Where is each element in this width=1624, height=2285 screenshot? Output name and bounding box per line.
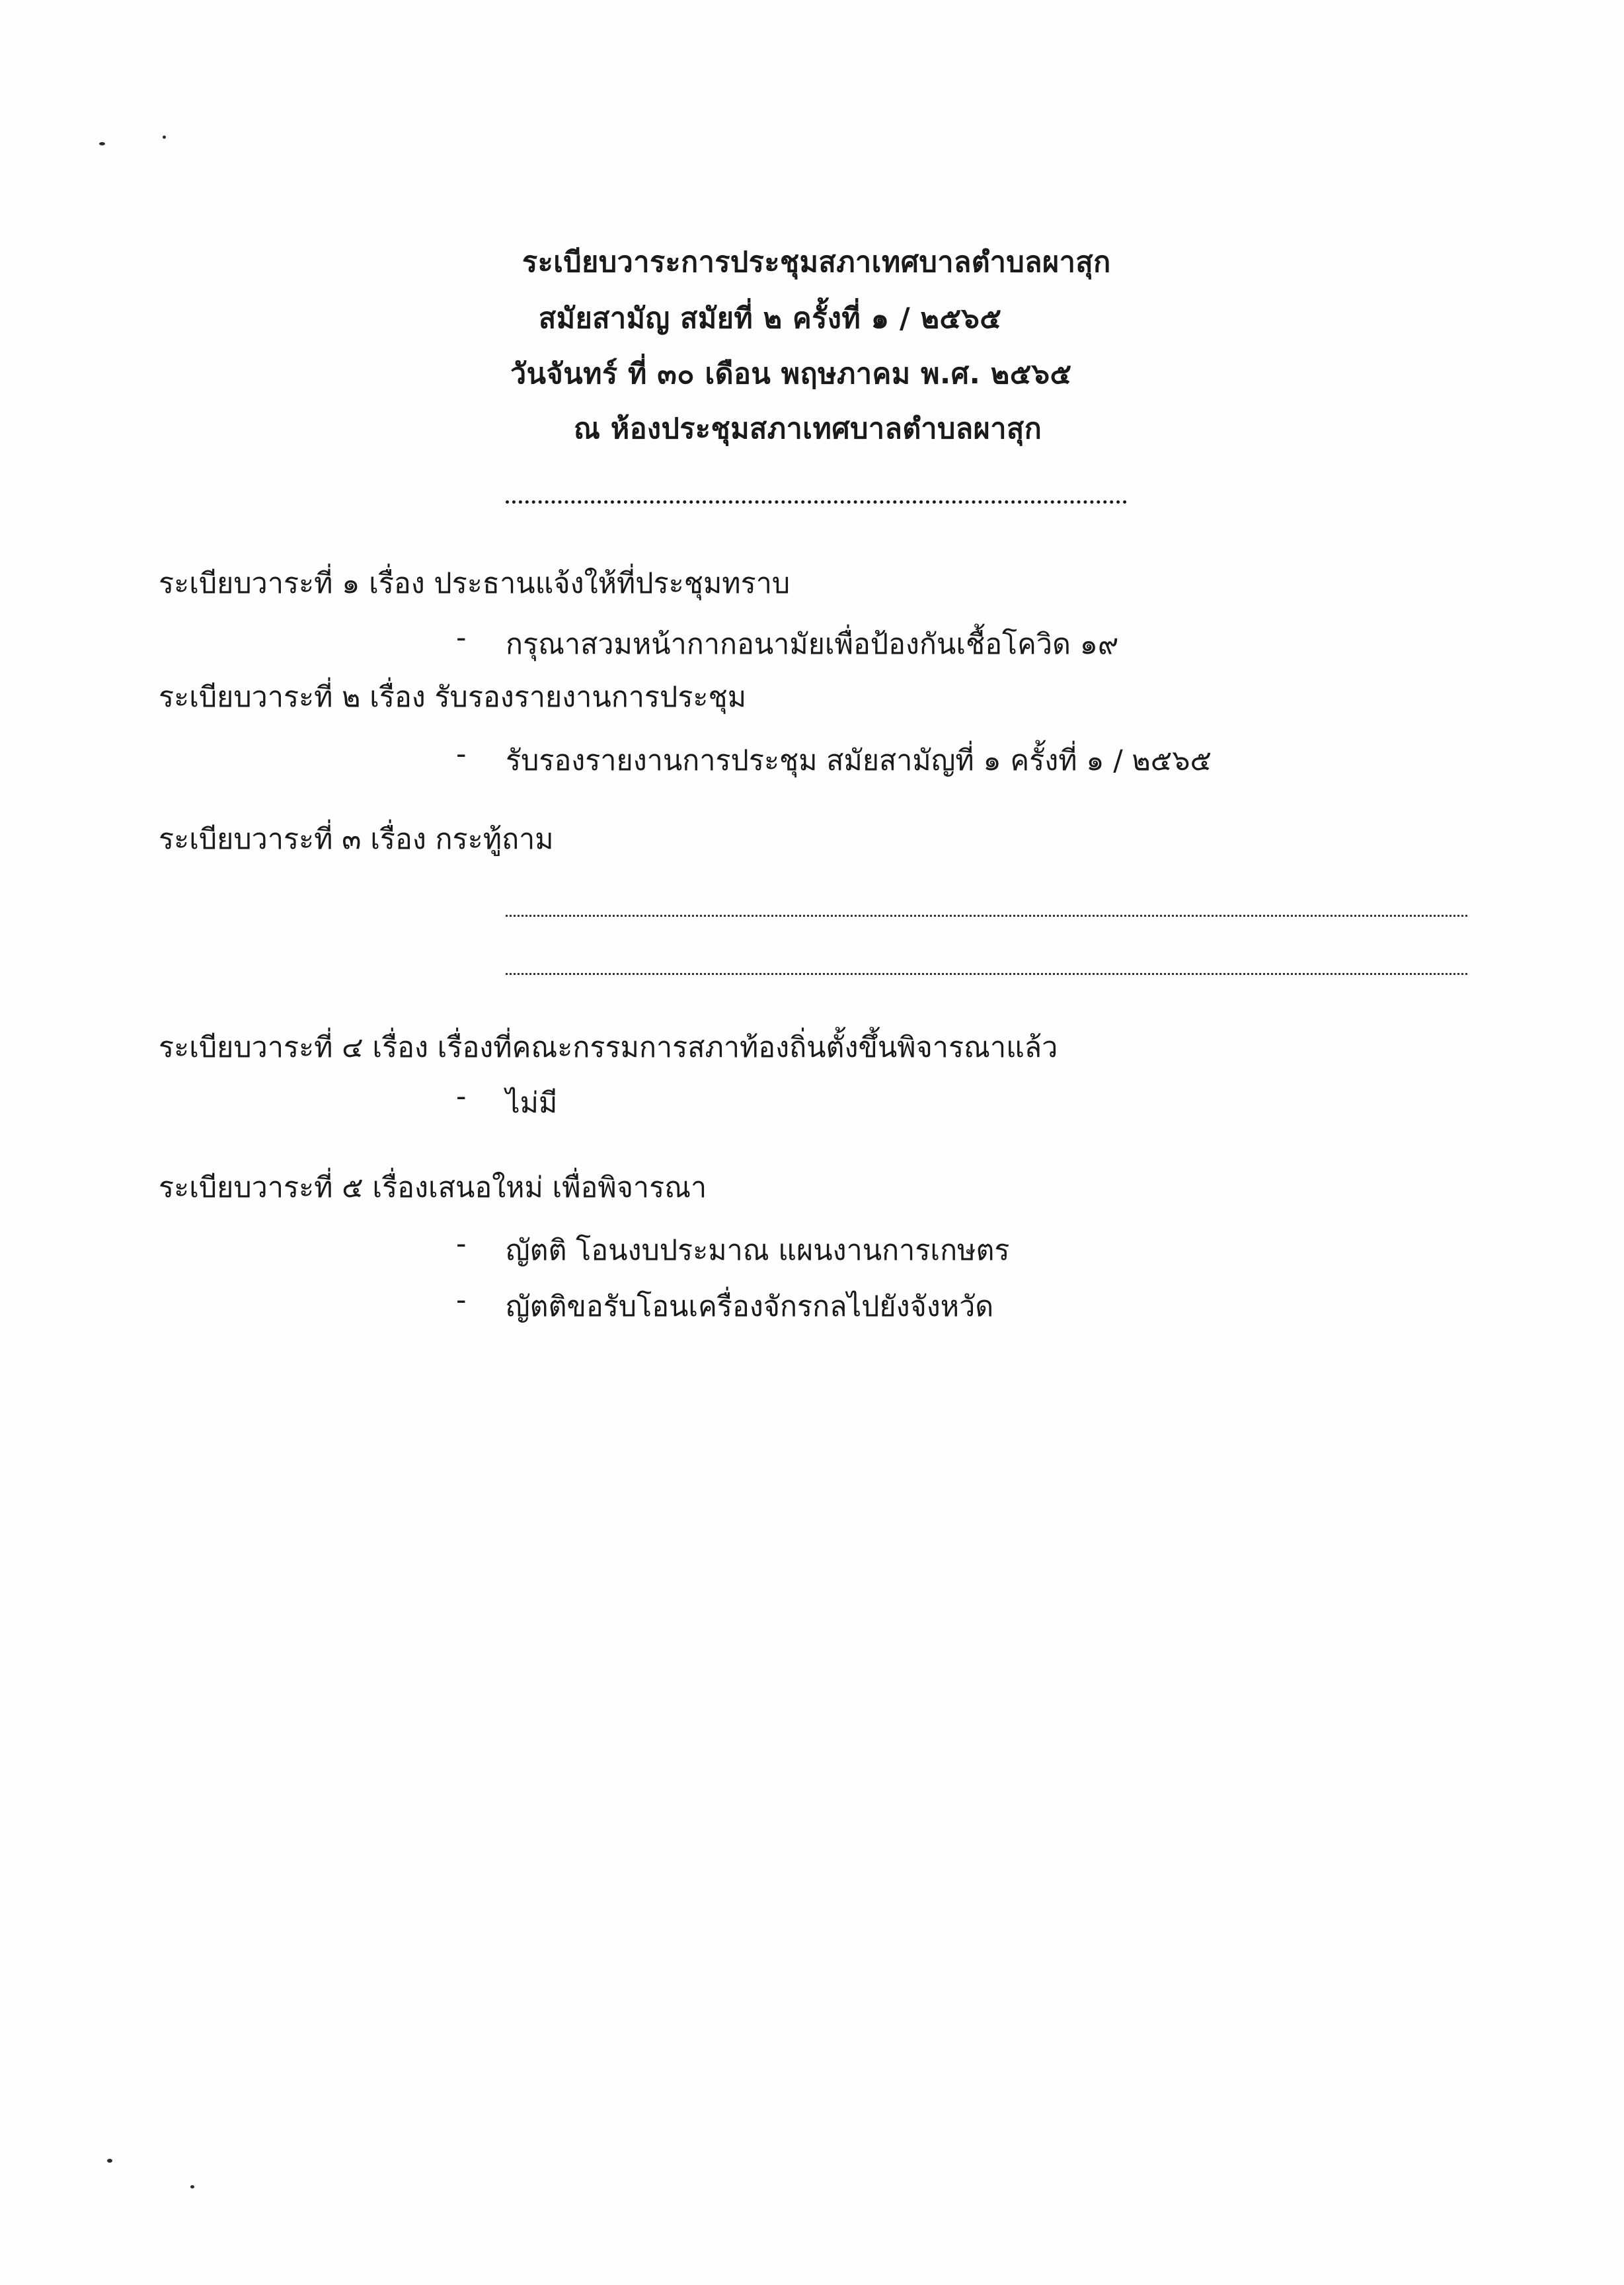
agenda-heading-3: ระเบียบวาระที่ ๓ เรื่อง กระทู้ถาม (159, 823, 554, 856)
scan-speck (163, 136, 166, 139)
agenda-item-1-1: กรุณาสวมหน้ากากอนามัยเพื่อป้องกันเชื้อโควิด ๑๙ (506, 628, 1119, 661)
agenda-heading-1: ระเบียบวาระที่ ๑ เรื่อง ประธานแจ้งให้ที่ประชุมทราบ (159, 567, 791, 600)
bullet-dash: - (456, 1227, 467, 1260)
answer-blank-line (506, 915, 1467, 917)
document-title: ระเบียบวาระการประชุมสภาเทศบาลตำบลผาสุก (522, 246, 1111, 279)
bullet-dash: - (456, 738, 467, 771)
bullet-dash: - (456, 621, 467, 654)
agenda-item-5-1: ญัตติ โอนงบประมาณ แผนงานการเกษตร (506, 1234, 1010, 1267)
agenda-heading-5: ระเบียบวาระที่ ๕ เรื่องเสนอใหม่ เพื่อพิจารณา (159, 1171, 707, 1204)
header-divider (506, 500, 1127, 504)
agenda-item-2-1: รับรองรายงานการประชุม สมัยสามัญที่ ๑ ครั้งที่ ๑ / ๒๕๖๕ (506, 744, 1212, 777)
scan-speck (107, 2159, 112, 2163)
scan-speck (190, 2185, 194, 2188)
agenda-heading-2: ระเบียบวาระที่ ๒ เรื่อง รับรองรายงานการประชุม (159, 681, 747, 714)
agenda-item-5-2: ญัตติขอรับโอนเครื่องจักรกลไปยังจังหวัด (506, 1290, 994, 1323)
session-line: สมัยสามัญ สมัยที่ ๒ ครั้งที่ ๑ / ๒๕๖๕ (539, 302, 1002, 335)
agenda-item-4-1: ไม่มี (506, 1087, 558, 1120)
bullet-dash: - (456, 1080, 467, 1113)
date-line: วันจันทร์ ที่ ๓๐ เดือน พฤษภาคม พ.ศ. ๒๕๖๕ (510, 358, 1072, 391)
scan-speck (99, 142, 105, 145)
venue-line: ณ ห้องประชุมสภาเทศบาลตำบลผาสุก (574, 412, 1042, 445)
answer-blank-line (506, 973, 1467, 975)
agenda-heading-4: ระเบียบวาระที่ ๔ เรื่อง เรื่องที่คณะกรรมการสภาท้องถิ่นตั้งขึ้นพิจารณาแล้ว (159, 1031, 1058, 1064)
bullet-dash: - (456, 1284, 467, 1317)
